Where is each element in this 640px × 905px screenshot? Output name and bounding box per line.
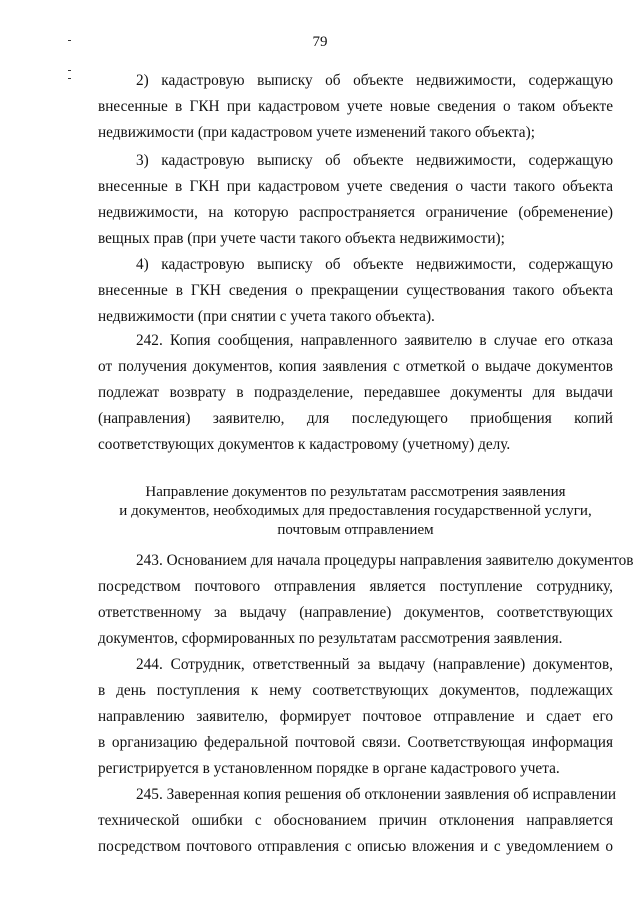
text-line: 4) кадастровую выписку об объекте недвижимости, содержащую [136, 256, 613, 273]
paragraph-245 [98, 782, 617, 860]
text-line: подлежат возврату в подразделение, передавшее документы для выдачи [98, 384, 613, 401]
text-line: посредством почтового отправления с описью вложения и с уведомлением о [98, 838, 613, 855]
page-number: 79 [312, 34, 328, 50]
paragraph-item-4 [98, 252, 613, 330]
text-line: ответственному за выдачу (направление) документов, соответствующих [98, 604, 613, 621]
margin-mark [68, 40, 71, 41]
text-line: недвижимости (при снятии с учета такого объекта). [98, 308, 435, 325]
text-line: соответствующих документов к кадастровому (учетному) делу. [98, 436, 511, 453]
text-line: внесенные в ГКН сведения о прекращении существования такого объекта [98, 282, 613, 299]
paragraph-244 [98, 652, 613, 782]
margin-mark [68, 78, 71, 79]
text-line: внесенные в ГКН при кадастровом учете сведения о части такого объекта [98, 178, 613, 195]
paragraph-243 [98, 548, 634, 652]
text-line: 243. Основанием для начала процедуры направления заявителю документов [136, 552, 634, 569]
paragraph-item-2 [98, 68, 613, 146]
text-line: посредством почтового отправления является поступление сотруднику, [98, 578, 613, 595]
text-line: от получения документов, копия заявления с отметкой о выдаче документов [98, 358, 613, 375]
text-line: документов, сформированных по результатам рассмотрения заявления. [98, 630, 563, 647]
text-line: 245. Заверенная копия решения об отклонении заявления об исправлении [136, 786, 617, 803]
text-line: направлению заявителю, формирует почтовое отправление и сдает его [98, 708, 613, 725]
text-line: внесенные в ГКН при кадастровом учете новые сведения о таком объекте [98, 98, 613, 115]
heading-line: и документов, необходимых для предоставления государственной услуги, [119, 503, 592, 519]
text-line: 244. Сотрудник, ответственный за выдачу (направление) документов, [136, 656, 613, 673]
text-line: в организацию федеральной почтовой связи. Соответствующая информация [98, 734, 613, 751]
heading-line: Направление документов по результатам рассмотрения заявления [145, 484, 566, 500]
text-line: регистрируется в установленном порядке в органе кадастрового учета. [98, 760, 560, 777]
text-line: 3) кадастровую выписку об объекте недвижимости, содержащую [136, 152, 613, 169]
paragraph-242 [98, 328, 613, 458]
paragraph-item-3 [98, 148, 613, 252]
text-line: недвижимости, на которую распространяется ограничение (обременение) [98, 204, 613, 221]
section-heading [98, 483, 613, 540]
text-line: технической ошибки с обоснованием причин отклонения направляется [98, 812, 613, 829]
margin-mark [68, 70, 71, 71]
text-line: (направления) заявителю, для последующего приобщения копий [98, 410, 613, 427]
text-line: 2) кадастровую выписку об объекте недвижимости, содержащую [136, 72, 613, 89]
text-line: недвижимости (при кадастровом учете изменений такого объекта); [98, 124, 535, 141]
text-line: 242. Копия сообщения, направленного заявителю в случае его отказа [136, 332, 613, 349]
text-line: вещных прав (при учете части такого объекта недвижимости); [98, 230, 505, 247]
heading-line: почтовым отправлением [277, 522, 434, 538]
text-line: в день поступления к нему соответствующих документов, подлежащих [98, 682, 613, 699]
